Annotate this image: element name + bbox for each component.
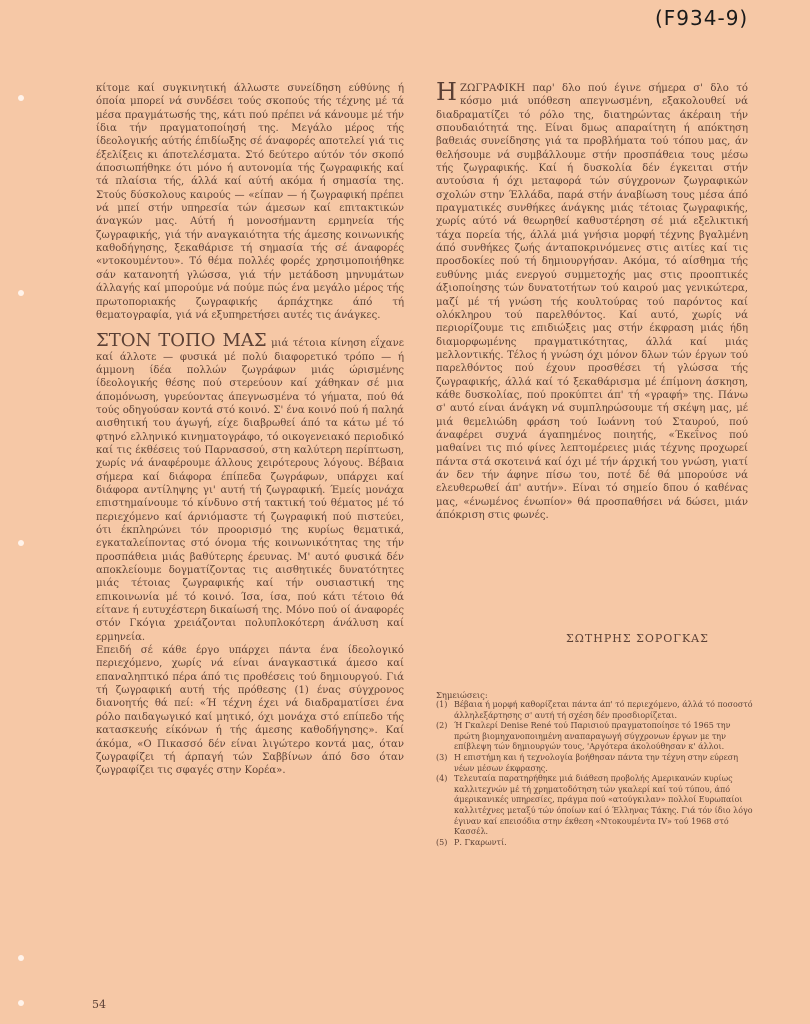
punch-hole [18,955,24,961]
dropcap: Η [436,78,457,106]
right-column [436,78,748,522]
note-number: (2) [436,721,448,731]
right-paragraph-1-text: παρ' δλο πού έγινε σήμερα σ' δλο τό κόσμο μιά υπόθεση απεγνωσμένη, εξακολουθεί νά διαδραματίζει τό ρόλο της, διατηρώντας άκέραιη τήν σπουδαιότητά της. Είναι δμως απαραίτητη ή απόκτηση βαθειάς συνείδησης γιά τα προβλήματα τού τόπου μας, άν θελήσουμε νά συμβάλλουμε στήν προσπάθεια τους μέσω τής ζωγραφικής. Καί ή δυσκολία δέν έγκειται στήν αυτούσια ή όχι μεταφορά τών σύγχρονων ζωγραφικών σχολών στην Έλλάδα, παρά στήν άναβίωση τους μέσα άπό πραγματικές συνθήκες άνάγκης μιάς τέτοιας ζωγραφικής, χωρίς αύτό νά θεωρηθεί καθυστέρηση σέ μιά εξελικτική τάχα πορεία τής, άλλά μιά γνήσια μορφή τέχνης βγαλμένη άπό συνθήκες ζωής άνταποκρινόμενες στις αιτίες καί τις προσδοκίες πού τή δημιουργήσαν. Ακόμα, τό αίσθημα τής ευθύνης μιάς ενεργού συμμετοχής μας στις προοπτικές άξιοποίησης τών δυνατοτήτων τού καιρού μας γενικώτερα, μαζί μέ τή γνώση τής κουλτούρας τού παρόντος καί ολόκληρου τού παρελθόντος. Καί αυτό, χωρίς νά περιορίζουμε τις επιδιώξεις μας στήν έκφραση μιάς ήδη διαμορφωμένης πραγματικότητας, άλλά καί μιάς μελλοντικής. Τέλος ή γνώση όχι μόνον δλων τών έργων τού παρελθόντος πού έχουν προσθέσει τή γλώσσα τής ζωγραφικής, άλλά καί τό ξεκαθάρισμα μέ έπίμονη άσκηση, κάθε δυσκολίας, πού προκύπτει άπ' τή «γραφή» της. Πάνω σ' αυτό είναι άνάγκη νά συμπληρώσουμε τή σκέψη μας, μέ μιά θεμελιώδη φράση τού Ιωάννη τού Σταυρού, πού άναφέρει συχνά άγαπημένος ποιητής, «Έκεΐνος πού μαθαίνει τις πιό φίνες λεπτομέρειες μιάς τέχνης προχωρεί πάντα στά σκοτεινά καί όχι μέ τήν άρχική του γνώση, γιατί άν δεν τήν άφηνε πίσω του, ποτέ δέ θά μπορούσε νά ελευθερωθεί άπ' αυτήν». Είναι τό σημείο δπου ό καθένας μας, «ένωμένος ένωπίον» θά προσπαθήσει νά δώσει, μιάν άπόκριση στις φωνές. [436,83,748,521]
note-item [436,721,756,753]
page-number: 54 [92,998,106,1011]
left-column [96,82,404,778]
note-text: Ρ. Γκαρωντί. [454,837,507,847]
notes-heading: Σημειώσεις: [436,690,488,700]
left-paragraph-3: Επειδή σέ κάθε έργο υπάρχει πάντα ένα ίδεολογικό περιεχόμενο, χωρίς νά είναι άναγκαστικά άμεσο καί επαναληπτικό πέρα άπό τις προθέσεις τού δημιουργού. Γιά τή ζωγραφική αυτή τής πρόθεσης (1) ένας σύγχρονος διανοητής θά πεί: «Ή τέχνη έχει νά διαδραματίσει ένα ρόλο παιδαγωγικό καί μητικό, όχι μονάχα στό επίπεδο τής κατασκευής είκόνων ή τής άμεσης καθοδήγησης». Καί άκόμα, «Ο Πικασσό δέν είναι λιγώτερο κοντά μας, όταν ζωγραφίζει τή άρπαγή τών Σαββίνων άπό δσο όταν ζωγραφίζει τις σφαγές στην Κορέα». [96,645,404,777]
punch-hole [18,1000,24,1006]
right-paragraph-1 [436,78,748,522]
notes-list [436,700,756,848]
note-number: (3) [436,752,448,762]
archive-reference: (F934-9) [655,6,749,30]
note-number: (4) [436,774,448,784]
note-item [436,838,756,849]
right-paragraph-lead: ΖΩΓΡΑΦΙΚΗ [459,83,526,94]
left-paragraph-2-text: μιά τέτοια κίνηση εΐχανε καί άλλοτε — φυσικά μέ πολύ διαφορετικό τρόπο — ή άμμονη ίδέα πολλών ζωγράφων μιάς ώρισμένης ίδεολογικής θέσης πού στερεύουν καί χάθηκαν σέ μια άπομόνωση, γυρεύοντας άπεγνωσμένα τό γήματα, πού θά τούς οδηγούσαν κοντά στό κοινό. Σ' ένα κοινό πού ή παληά αισθητική του άγωγή, είχε διαβρωθεί άπό τα κάτω μέ τό φτηνό ελληνικό κινηματογράφο, τό οικογενειακό περιοδικό καί τις έκθέσεις τού Παρνασσού, στη καλύτερη περίπτωση, χωρίς νά άναφέρουμε άλλους χειρότερους λόγους. Βέβαια σήμερα καί διάφορα έπίπεδα ζωγράφων, υπάρχει καί διάφορα αντίληψης γι' αυτή τή ζωγραφική. Έμείς μονάχα επιστημαίνουμε τό κίνδυνο στή τακτική τού θέματος μέ τό περιεχόμενο καί άρνιόμαστε τή ζωγραφική πού πιστεύει, ότι έκπληρώνει τόν προορισμό της κυρίως θεματικά, εγκαταλείποντας στό όνομα τής κοινωνικότητας της τήν προσπάθεια μιάς βαθύτερης έρευνας. Μ' αυτό φυσικά δέν αποκλείουμε δογματίζοντας τις αισθητικές δυνατότητες μιάς τέτοιας ζωγραφικής καί τήν ουσιαστική της επικοινωνία μέ τό κοινό. Ίσα, ίσα, πού κάτι τέτοιο θά είτανε ή ευτυχέστερη δικαίωσή της. Μόνο πού οί άναφορές στόν Γκόγια χρειάζονται πολυπλοκότερη άνάλυση καί ερμηνεία. [96,338,404,643]
note-item [436,753,756,774]
section-lead: ΣΤΟΝ ΤΟΠΟ ΜΑΣ [96,330,267,352]
punch-hole [18,540,24,546]
note-item [436,774,756,838]
punch-hole [18,290,24,296]
note-text: Η επιστήμη και ή τεχνολογία βοήθησαν πάντα την τέχνη στην εύρεση νέων μέσων έκφρασης. [454,752,738,773]
note-text: Τελευταία παρατηρήθηκε μιά διάθεση προβολής Αμερικανών κυρίως καλλιτεχνών μέ τή χρηματοδότηση τών γκαλερί καί τού τύπου, άπό άμερικανικές υπηρεσίες, πράγμα πού «ατούγκιλαν» πολλοί Ευρωπαίοι καλλιτέχνες μεταξύ τών όποίων καί ό Έλληνας Τάκης. Γιά τόν ίδιο λόγο έγιναν καί επεισόδια στην έκθεση «Ντοκουμέντα IV» τού 1968 στό Κασσέλ. [454,774,753,837]
note-number: (1) [436,700,448,709]
left-paragraph-2 [96,330,404,644]
note-text: Ή Γκαλερί Denise René τού Παρισιού πραγματοποίησε τό 1965 την πρώτη βιομηχανοποιημένη αναπαραγωγή σύγχρονων έργων με την επίβλεψη τών δημιουργών τους, 'Αργότερα άκολούθησαν κ' άλλοι. [454,721,731,752]
note-text: Βέβαια ή μορφή καθορίζεται πάντα άπ' τό περιεχόμενο, άλλά τό ποσοστό άλληλεξάρτησης σ' αυτή τή σχέση δέν προσδιορίζεται. [454,700,753,720]
note-number: (5) [436,837,448,847]
author-name: ΣΩΤΗΡΗΣ ΣΟΡΟΓΚΑΣ [566,632,709,645]
left-paragraph-1: κίτομε καί συγκινητική άλλωστε συνείδηση εύθύνης ή όποία μπορεί νά συνδέσει τούς σκοπούς τής τέχνης μέ τά μέσα πραγμάτωσής της, κάτι πού πρέπει νά κάνουμε μέ τήν ίδια τήν πραγματοποίησή της. Μεγάλο μέρος τής ίδεολογικής αύτής έπιδίωξης σέ άναφορές αποτελεί γιά τις έξελίξεις κι άποτελέσματα. Στό δεύτερο αύτόν τόν σκοπό άποσιωπήθηκε ότι μόνο ή αυτονομία τής ζωγραφικής καί τά πλαίσια τής, άλλά καί αύτή ακόμα ή σημασία της. Στούς δύσκολους καιρούς — «είπαν — ή ζωγραφική πρέπει νά μπεί στήν υπηρεσία τών άμεσων καί επιτακτικών άναγκών μας. Αύτή ή μονοσήμαντη ερμηνεία τής ζωγραφικής, γιά τήν αναγκαιότητα τής άμεσης κοινωνικής καθοδήγησης, ξεκαθάρισε τή σημασία τής σέ άναφορές «ντοκουμέντου». Τό θέμα πολλές φορές χρησιμοποιήθηκε σάν κατανοητή γλώσσα, γιά τήν μετάδοση μηνυμάτων άλλαγής καί μπορούμε νά πούμε πώς ένα μεγάλο μέρος τής πρωτοποριακής ζωγραφικής άρπάχτηκε άπό τή θεματογραφία, γιά νά εξυπηρετήσει αυτές τις άνάγκες. [96,83,404,321]
note-item [436,700,756,721]
punch-hole [18,95,24,101]
